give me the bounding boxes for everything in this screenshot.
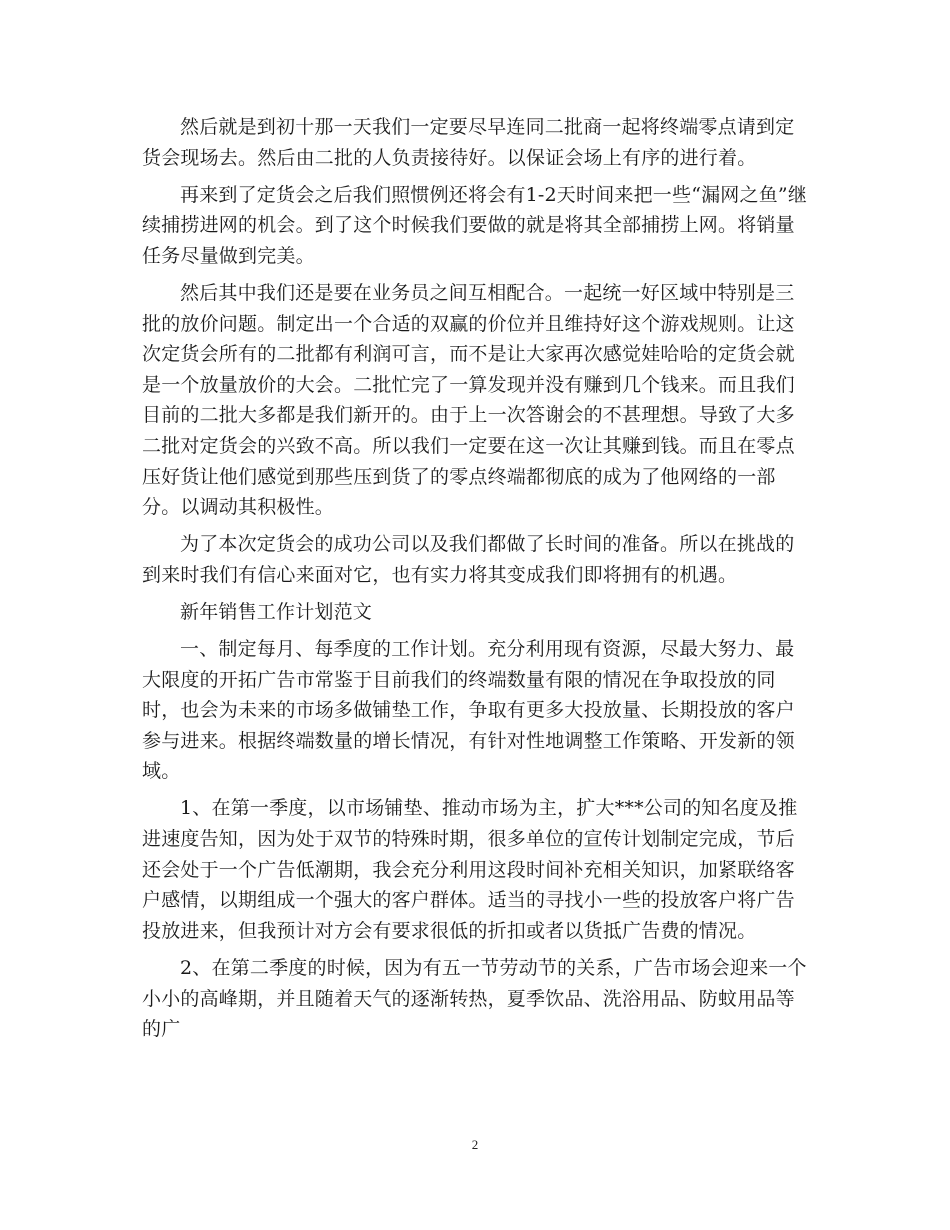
paragraph-7: 1、在第一季度，以市场铺垫、推动市场为主，扩大***公司的知名度及推进速度告知，因为处于双节的特殊时期，很多单位的宣传计划制定完成，节后还会处于一个广告低潮期，我会充分利用这段时间补充相关知识，加紧联络客户感情，以期组成一个强大的客户群体。适当的寻找小一些的投放客户将广告投放进来，但我预计对方会有要求很低的折扣或者以货抵广告费的情况。	[142, 797, 798, 942]
section-heading: 新年销售工作计划范文	[180, 600, 373, 623]
paragraph-2: 再来到了定货会之后我们照惯例还将会有1-2天时间来把一些“漏网之鱼”继续捕捞进网的机会。到了这个时候我们要做的就是将其全部捕捞上网。将销量任务尽量做到完美。	[142, 183, 808, 267]
paragraph-3: 然后其中我们还是要在业务员之间互相配合。一起统一好区域中特别是三批的放价问题。制定出一个合适的双赢的价位并且维持好这个游戏规则。让这次定货会所有的二批都有利润可言，而不是让大家再次感觉娃哈哈的定货会就是一个放量放价的大会。二批忙完了一算发现并没有赚到几个钱来。而且我们目前的二批大多都是我们新开的。由于上一次答谢会的不甚理想。导致了大多二批对定货会的兴致不高。所以我们一定要在这一次让其赚到钱。而且在零点压好货让他们感觉到那些压到货了的零点终端都彻底的成为了他网络的一部分。以调动其积极性。	[142, 281, 795, 519]
page-number: 2	[471, 1137, 479, 1152]
paragraph-1: 然后就是到初十那一天我们一定要尽早连同二批商一起将终端零点请到定货会现场去。然后由二批的人负责接待好。以保证会场上有序的进行着。	[142, 116, 795, 169]
paragraph-8: 2、在第二季度的时候，因为有五一节劳动节的关系，广告市场会迎来一个小小的高峰期，并且随着天气的逐渐转热，夏季饮品、洗浴用品、防蚊用品等的广	[142, 956, 807, 1041]
document-body	[142, 112, 812, 1045]
paragraph-6: 一、制定每月、每季度的工作计划。充分利用现有资源，尽最大努力、最大限度的开拓广告市常鉴于目前我们的终端数量有限的情况在争取投放的同时，也会为未来的市场多做铺垫工作，争取有更多大投放量、长期投放的客户参与进来。根据终端数量的增长情况，有针对性地调整工作策略、开发新的领域。	[142, 638, 795, 783]
paragraph-4: 为了本次定货会的成功公司以及我们都做了长时间的准备。所以在挑战的到来时我们有信心来面对它，也有实力将其变成我们即将拥有的机遇。	[142, 533, 795, 586]
